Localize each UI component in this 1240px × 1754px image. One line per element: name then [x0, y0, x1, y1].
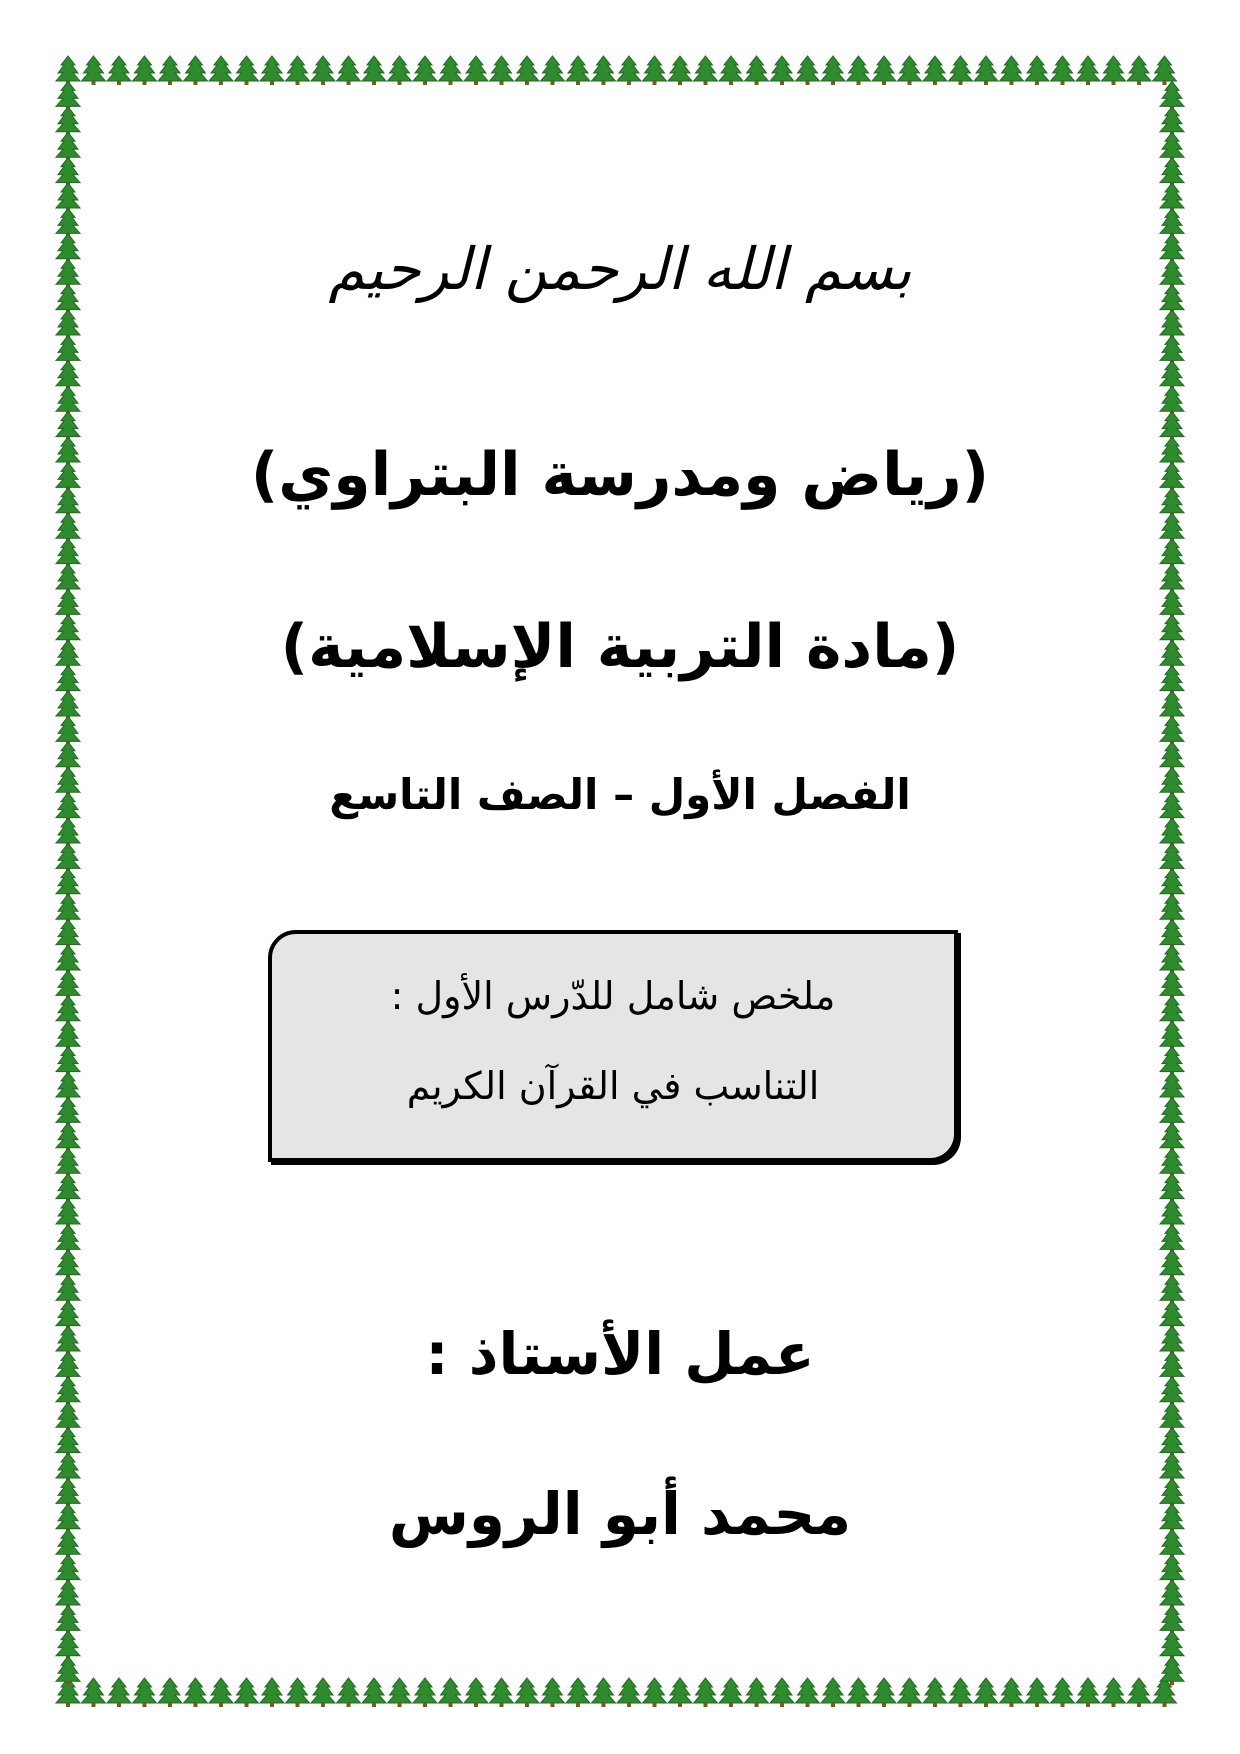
pine-tree-icon: [1000, 56, 1024, 85]
summary-heading: ملخص شامل للدّرس الأول :: [390, 974, 836, 1018]
pine-tree-icon: [311, 56, 335, 85]
pine-tree-icon: [566, 1678, 590, 1707]
term-grade-label: الفصل الأول – الصف التاسع: [329, 770, 911, 819]
pine-tree-icon: [592, 1678, 616, 1707]
pine-tree-icon: [209, 56, 233, 85]
pine-tree-icon: [464, 56, 488, 85]
pine-tree-icon: [82, 1678, 106, 1707]
pine-tree-icon: [464, 1678, 488, 1707]
pine-tree-icon: [388, 56, 412, 85]
pine-tree-icon: [821, 56, 845, 85]
pine-tree-icon: [133, 56, 157, 85]
pine-tree-icon: [1102, 1678, 1126, 1707]
pine-tree-icon: [158, 1678, 182, 1707]
pine-tree-icon: [133, 1678, 157, 1707]
pine-tree-icon: [821, 1678, 845, 1707]
pine-tree-icon: [541, 1678, 565, 1707]
pine-tree-icon: [974, 1678, 998, 1707]
pine-tree-icon: [719, 1678, 743, 1707]
pine-tree-icon: [413, 1678, 437, 1707]
pine-tree-icon: [1000, 1678, 1024, 1707]
pine-tree-icon: [847, 56, 871, 85]
pine-tree-icon: [770, 1678, 794, 1707]
pine-tree-icon: [337, 1678, 361, 1707]
author-name: محمد أبو الروس: [388, 1480, 852, 1548]
pine-tree-icon: [923, 56, 947, 85]
pine-tree-icon: [1127, 1678, 1151, 1707]
pine-tree-icon: [847, 1678, 871, 1707]
pine-tree-icon: [643, 1678, 667, 1707]
pine-tree-icon: [770, 56, 794, 85]
pine-tree-icon: [949, 56, 973, 85]
author-label: عمل الأستاذ :: [425, 1320, 815, 1388]
pine-tree-icon: [515, 1678, 539, 1707]
pine-tree-icon: [668, 1678, 692, 1707]
pine-tree-icon: [337, 56, 361, 85]
pine-tree-icon: [872, 56, 896, 85]
pine-tree-icon: [1153, 56, 1177, 85]
pine-tree-icon: [311, 1678, 335, 1707]
pine-tree-icon: [643, 56, 667, 85]
pine-tree-icon: [1051, 1678, 1075, 1707]
school-name: (رياض ومدرسة البتراوي): [250, 440, 990, 510]
pine-tree-icon: [872, 1678, 896, 1707]
pine-tree-icon: [1160, 1656, 1184, 1685]
pine-tree-icon: [617, 56, 641, 85]
pine-tree-icon: [617, 1678, 641, 1707]
pine-tree-icon: [566, 56, 590, 85]
pine-tree-icon: [184, 1678, 208, 1707]
pine-tree-icon: [1127, 56, 1151, 85]
pine-tree-icon: [235, 1678, 259, 1707]
pine-tree-icon: [694, 56, 718, 85]
pine-tree-icon: [82, 56, 106, 85]
pine-tree-icon: [719, 56, 743, 85]
pine-tree-icon: [490, 1678, 514, 1707]
subject-title: (مادة التربية الإسلامية): [280, 612, 960, 682]
pine-tree-icon: [439, 1678, 463, 1707]
pine-tree-icon: [745, 1678, 769, 1707]
pine-tree-icon: [260, 56, 284, 85]
pine-tree-icon: [413, 56, 437, 85]
pine-tree-icon: [158, 56, 182, 85]
pine-tree-icon: [694, 1678, 718, 1707]
basmala-calligraphy: بسم الله الرحمن الرحيم: [328, 235, 912, 303]
pine-tree-icon: [490, 56, 514, 85]
pine-tree-icon: [541, 56, 565, 85]
pine-tree-icon: [898, 1678, 922, 1707]
pine-tree-icon: [796, 56, 820, 85]
pine-tree-icon: [56, 1656, 80, 1685]
pine-tree-icon: [515, 56, 539, 85]
pine-tree-icon: [1051, 56, 1075, 85]
pine-tree-icon: [107, 56, 131, 85]
pine-tree-icon: [209, 1678, 233, 1707]
summary-box: [268, 930, 958, 1162]
pine-tree-icon: [184, 56, 208, 85]
pine-tree-icon: [286, 1678, 310, 1707]
pine-tree-icon: [796, 1678, 820, 1707]
pine-tree-icon: [286, 56, 310, 85]
pine-tree-icon: [362, 56, 386, 85]
pine-tree-icon: [362, 1678, 386, 1707]
lesson-title: التناسب في القرآن الكريم: [406, 1064, 820, 1108]
pine-tree-icon: [1025, 56, 1049, 85]
pine-tree-icon: [260, 1678, 284, 1707]
pine-tree-icon: [898, 56, 922, 85]
pine-tree-icon: [1025, 1678, 1049, 1707]
pine-tree-icon: [923, 1678, 947, 1707]
pine-tree-icon: [107, 1678, 131, 1707]
pine-tree-icon: [745, 56, 769, 85]
pine-tree-icon: [439, 56, 463, 85]
pine-tree-icon: [668, 56, 692, 85]
pine-tree-icon: [592, 56, 616, 85]
pine-tree-icon: [974, 56, 998, 85]
pine-tree-icon: [1076, 1678, 1100, 1707]
pine-tree-icon: [949, 1678, 973, 1707]
pine-tree-icon: [388, 1678, 412, 1707]
pine-tree-icon: [235, 56, 259, 85]
pine-tree-icon: [1102, 56, 1126, 85]
pine-tree-icon: [1076, 56, 1100, 85]
